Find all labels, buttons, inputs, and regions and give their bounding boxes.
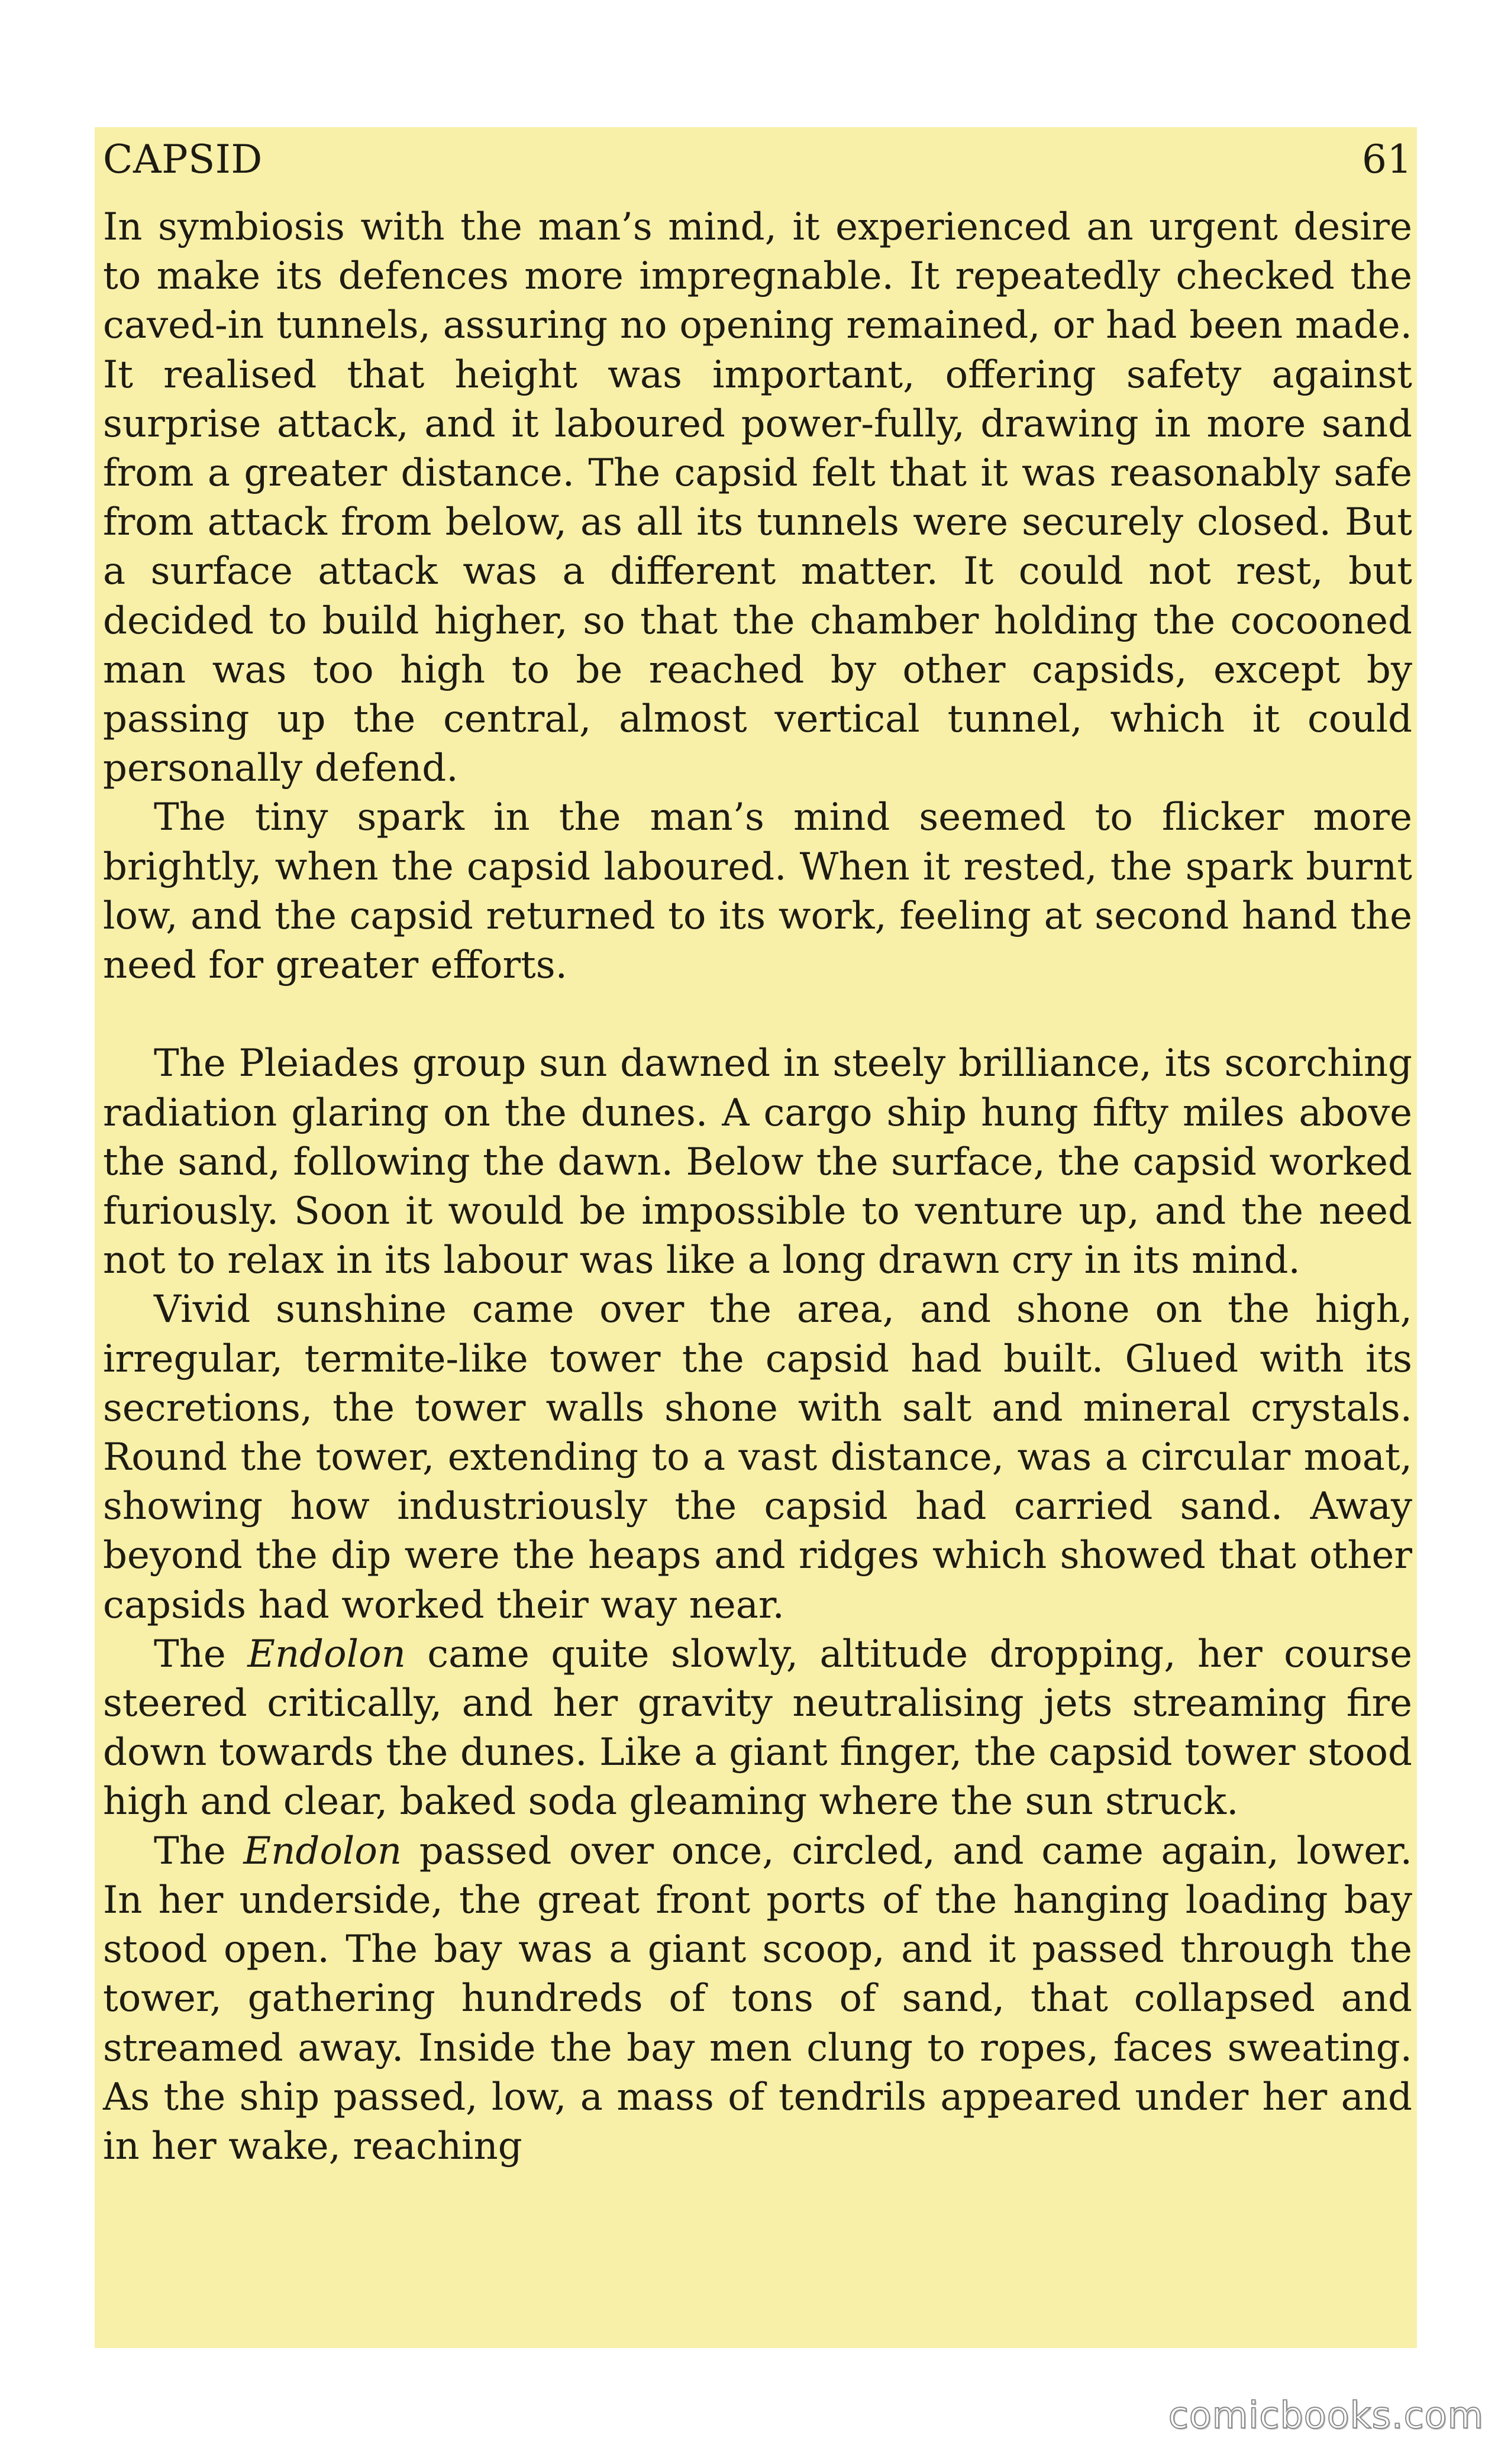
ship-name-italic: Endolon — [243, 1829, 402, 1873]
page-number: 61 — [1362, 137, 1412, 182]
paragraph — [103, 793, 1412, 990]
text-run: In symbiosis with the man’s mind, it experienced an urgent desire to make its defences more impregnable. It repeatedly checked the caved-in tunnels, assuring no opening remained, or had been made. It realised that height was important, offering safety against surprise attack, and it laboured power-fully, drawing in more sand from a greater distance. The capsid felt that it was reasonably safe from attack from below, as all its tunnels were securely closed. But a surface attack was a different matter. It could not rest, but decided to build higher, so that the chamber holding the cocooned man was too high to be reached by other capsids, except by passing up the central, almost vertical tunnel, which it could personally defend. — [103, 205, 1412, 791]
paragraph — [103, 203, 1412, 793]
text-run: Vivid sunshine came over the area, and shone on the high, irregular, termite-like tower the capsid had built. Glued with its secretions, the tower walls shone with salt and mineral crystals. Round the tower, extending to a vast distance, was a circular moat, showing how industriously the capsid had carried sand. Away beyond the dip were the heaps and ridges which showed that other capsids had worked their way near. — [103, 1288, 1412, 1627]
watermark-logo: comicbooks.com — [1168, 2394, 1484, 2437]
chapter-title: CAPSID — [103, 137, 263, 182]
paragraph — [103, 1039, 1412, 1285]
paragraph — [103, 1827, 1412, 2171]
paragraph — [103, 1630, 1412, 1827]
paragraph — [103, 1285, 1412, 1629]
book-page — [95, 127, 1417, 2348]
text-run: The tiny spark in the man’s mind seemed to flicker more brightly, when the capsid laboured. When it rested, the spark burnt low, and the capsid returned to its work, feeling at second hand the need for greater efforts. — [103, 796, 1412, 988]
text-run: The — [154, 1632, 248, 1676]
running-head — [103, 127, 1412, 192]
section-break — [103, 990, 1412, 1039]
text-run: The Pleiades group sun dawned in steely brilliance, its scorching radiation glaring on the dunes. A cargo ship hung fifty miles above the sand, following the dawn. Below the surface, the capsid worked furiously. Soon it would be impossible to venture up, and the need not to relax in its labour was like a long drawn cry in its mind. — [103, 1042, 1412, 1283]
text-run: passed over once, circled, and came again, lower. In her underside, the great front ports of the hanging loading bay stood open. The bay was a giant scoop, and it passed through the tower, gathering hundreds of tons of sand, that collapsed and streamed away. Inside the bay men clung to ropes, faces sweating. As the ship passed, low, a mass of tendrils appeared under her and in her wake, reaching — [103, 1829, 1413, 2168]
body-text — [103, 203, 1412, 2171]
ship-name-italic: Endolon — [247, 1632, 406, 1676]
text-run: The — [154, 1829, 244, 1873]
text-run: came quite slowly, altitude dropping, her course steered critically, and her gravity neutralising jets streaming fire down towards the dunes. Like a giant finger, the capsid tower stood high and clear, baked soda gleaming where the sun struck. — [103, 1632, 1413, 1824]
